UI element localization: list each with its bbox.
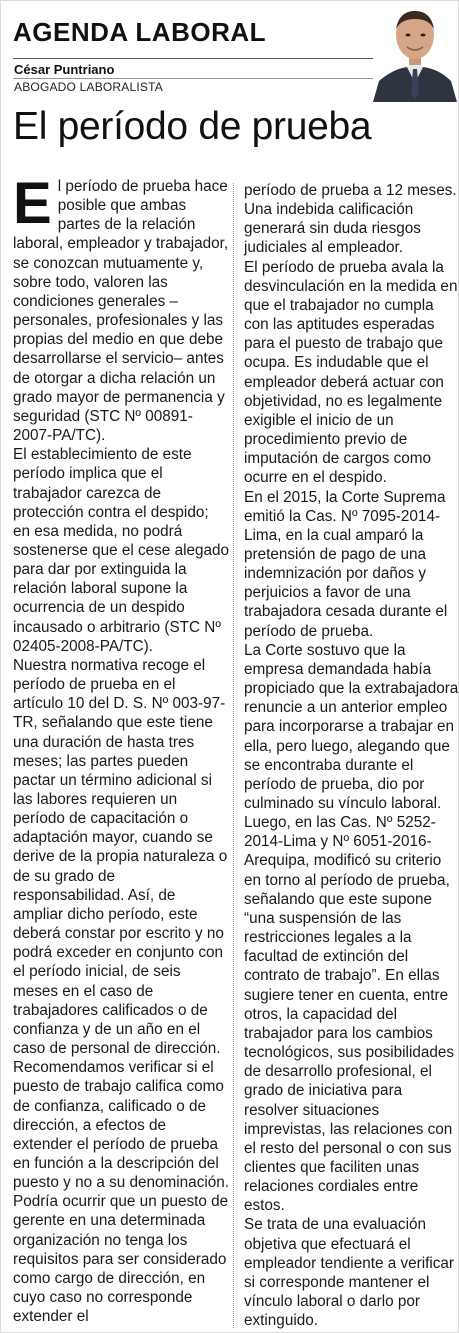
article-column-left — [13, 171, 230, 1326]
paragraph-4: Recomendamos verificar si el puesto de trabajo califica como de confianza, calificado o de dirección, a efectos de extender el período de prueba en función a la descripción del puesto y no a su denominación. Podría ocurrir que un puesto de gerente en una determinada organización no tenga los requisitos para ser considerado como cargo de dirección, en cuyo caso no corresponde extender el — [13, 1059, 230, 1326]
paragraph-2: El establecimiento de este período implica que el trabajador carezca de protección contra el despido; en esa medida, no podrá sostenerse que el cese alegado para dar por extinguida la relación laboral supone la ocurrencia de un despido incausado o arbitrario (STC Nº 02405-2008-PA/TC). — [13, 446, 230, 655]
paragraph-5: período de prueba a 12 meses. Una indebida calificación generará sin duda riesgos judiciales al empleador. — [244, 182, 457, 257]
paragraph-1-text: l período de prueba hace posible que ambas partes de la relación laboral, empleador y trabajador, se conozcan mutuamente y, sobre todo, valoren las condiciones generales –personales, profesionales y las propias del medio en que debe desarrollarse el servicio– antes de otorgar a dicha relación un grado mayor de permanencia y seguridad (STC Nº 00891-2007-PA/TC). — [13, 178, 229, 445]
article-column-right — [244, 181, 459, 1330]
paragraph-9: Se trata de una evaluación objetiva que efectuará el empleador tendiente a verificar si corresponde mantener el vínculo laboral o darlo por extinguido. — [244, 1216, 455, 1330]
section-label: AGENDA LABORAL — [13, 17, 267, 47]
author-name: César Puntriano — [14, 62, 115, 77]
paragraph-6: El período de prueba avala la desvinculación en la medida en que el trabajador no cumpla con las aptitudes esperadas para el puesto de trabajo que ocupa. Es indudable que el empleador deberá actuar con objetividad, no es legalmente exigible el inicio de un procedimiento previo de imputación de cargos como ocurre en el despido. — [244, 258, 458, 487]
header-rule-top — [13, 58, 373, 59]
column-divider — [233, 183, 234, 1328]
paragraph-8: La Corte sostuvo que la empresa demandada había propiciado que la extrabajadora renuncie a un anterior empleo para incorporarse a trabajar en ella, pero luego, alegando que se encontraba durante el período de prueba, dio por culminado su vínculo laboral. Luego, en las Cas. Nº 5252-2014-Lima y Nº 6051-2016-Arequipa, modificó su criterio en torno al período de prueba, señalando que este supone “una suspensión de las restricciones legales a la facultad de extinción del contrato de trabajo”. En ellas sugiere tener en cuenta, entre otros, la capacidad del trabajador para los cambios tecnológicos, sus posibilidades de desarrollo profesional, el grado de iniciativa para resolver situaciones imprevistas, las relaciones con el resto del personal o con sus clientes que faciliten unas relaciones cordiales entre estos. — [244, 641, 459, 1215]
paragraph-1 — [13, 171, 229, 445]
header-rule-bottom — [13, 78, 373, 79]
drop-cap: E — [13, 171, 52, 236]
author-role: ABOGADO LABORALISTA — [14, 80, 163, 94]
author-portrait-icon — [373, 3, 457, 102]
article-title: El período de prueba — [13, 105, 372, 148]
paragraph-3: Nuestra normativa recoge el período de prueba en el artículo 10 del D. S. Nº 003-97-TR, señalando que este tiene una duración de hasta tres meses; las partes pueden pactar un término adicional si las labores requieren un período de capacitación o adaptación mayor, cuando se derive de la propia naturaleza o de su grado de responsabilidad. Así, de ampliar dicho período, este deberá constar por escrito y no podrá exceder en conjunto con el período inicial, de seis meses en el caso de trabajadores calificados o de confianza y de un año en el caso de personal de dirección. — [13, 656, 228, 1058]
paragraph-7: En el 2015, la Corte Suprema emitió la Cas. Nº 7095-2014-Lima, en la cual amparó la pretensión de pago de una indemnización por daños y perjuicios a favor de una trabajadora cesada durante el período de prueba. — [244, 488, 448, 640]
author-photo — [373, 3, 457, 102]
